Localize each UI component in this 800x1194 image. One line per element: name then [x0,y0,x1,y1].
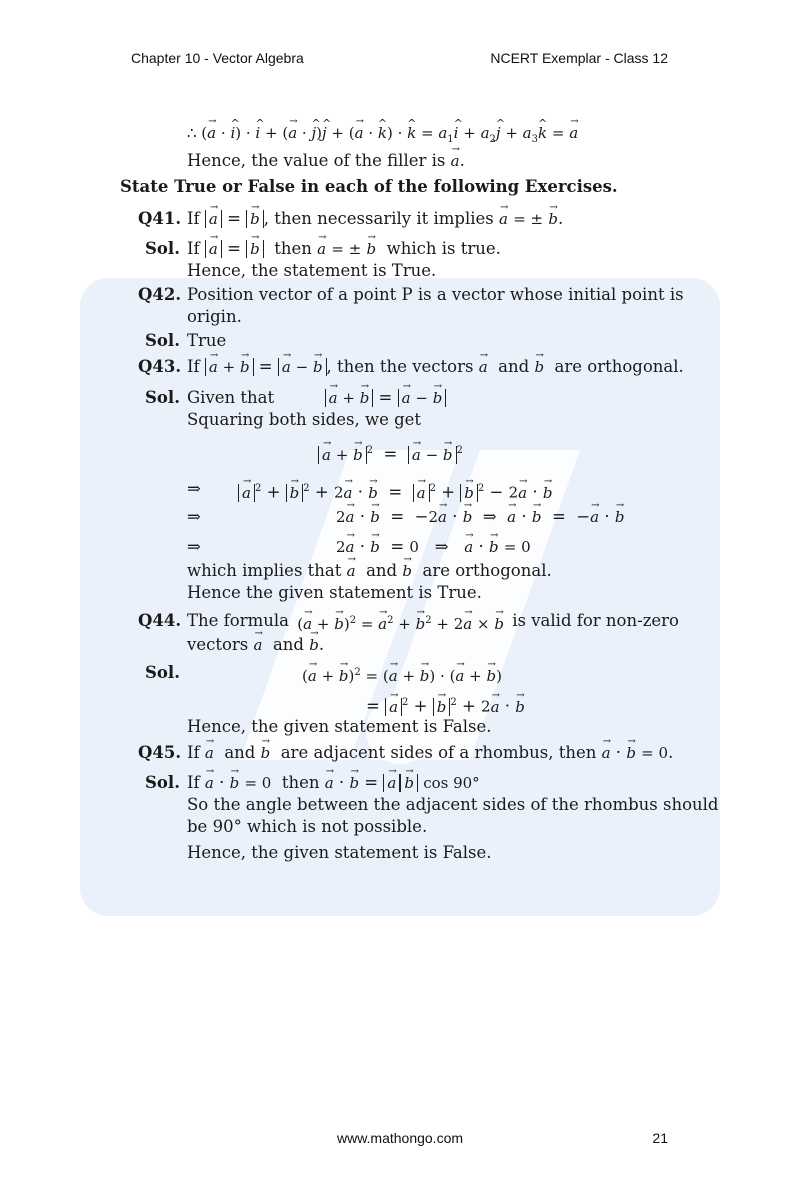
q44-text: The formula (→ a + → b)$^2$ = → $a^2$ + → $b^2 + 2\to a$ × → b is valid for non-zero [187,610,679,635]
filler-conclusion: Hence, the value of the filler is → a. [187,150,465,172]
q41-label: Q41. [138,209,182,228]
header-chapter: Chapter 10 - Vector Algebra [131,50,304,66]
s45-line3: be 90° which is not possible. [187,817,428,836]
s43-conclusion: Hence the given statement is True. [187,583,482,602]
q42-line2: origin. [187,307,242,326]
s44-label: Sol. [145,663,180,682]
section-heading: State True or False in each of the following Exercises. [120,177,618,196]
s43-implies-3: ⇒ [187,537,201,556]
page-number: 21 [652,1130,668,1146]
s42-label: Sol. [145,331,180,350]
s45-label: Sol. [145,773,180,792]
s43-label: Sol. [145,388,180,407]
q43-text: If → a + → b = → a − → b , then the vectors → a and → b are orthogonal. [187,356,684,378]
s43-orthogonal: which implies that → a and → b are orthogonal. [187,560,552,582]
s43-eq1: → a + → b $^2$ = → a − → b $^2$ [318,440,463,466]
s42-answer: True [187,331,227,350]
q41-text: If → a = → b , then necessarily it implies → a = ± → b. [187,208,563,230]
header-book: NCERT Exemplar - Class 12 [490,50,668,66]
q43-label: Q43. [138,357,182,376]
math-filler-derivation: ∴ (→ a · ^ i) · ^ i + (→ a · ^ j)^ j + (→ a · ^ k) · ^ $k = a_1\^{}$ $i + a_2\^{}$ $j + a_3\^{}$ k = → a [187,122,578,151]
s41-conclusion: Hence, the statement is True. [187,261,437,280]
q45-label: Q45. [138,743,182,762]
q42-label: Q42. [138,285,182,304]
s45-line2: So the angle between the adjacent sides of the rhombus should [187,795,719,814]
s44-conclusion: Hence, the given statement is False. [187,717,492,736]
q42-line1: Position vector of a point P is a vector whose initial point is [187,285,684,304]
s43-eq2: → a $^2$ + → b $^2$ + 2→ a · → b = → a $^2$ + → b $^2$ − 2→ a · → b [238,478,552,504]
s41-label: Sol. [145,239,180,258]
s44-eq1: (→ a + → b)$^2$ = (→ a + → b) · (→ a + → b) [302,662,502,687]
footer-site: www.mathongo.com [336,1130,464,1146]
q44-line2: vectors → a and → b. [187,634,324,656]
s43-implies-1: ⇒ [187,479,201,498]
s43-eq4: 2→ a · → b = 0 ⇒ → a · → b = 0 [336,536,531,558]
s43-eq3: 2→ a · → b = −2→ a · → b ⇒ → a · → b = −→ a · → b [336,506,624,528]
s45-text: If → a · → b = 0 then → a · → b = → a→ b cos 90° [187,772,480,794]
s43-given: Given that → a + → b = → a − → b [187,387,446,409]
q45-text: If → a and → b are adjacent sides of a rhombus, then → a · → b = 0. [187,742,673,764]
q44-label: Q44. [138,611,182,630]
s41-text: If → a = → b then → a = ± → b which is true. [187,238,501,260]
s43-implies-2: ⇒ [187,507,201,526]
s45-conclusion: Hence, the given statement is False. [187,843,492,862]
s44-eq2: = → a $^2$ + → b $^2$ + 2→ a · → b [366,692,525,718]
s43-square: Squaring both sides, we get [187,410,422,429]
